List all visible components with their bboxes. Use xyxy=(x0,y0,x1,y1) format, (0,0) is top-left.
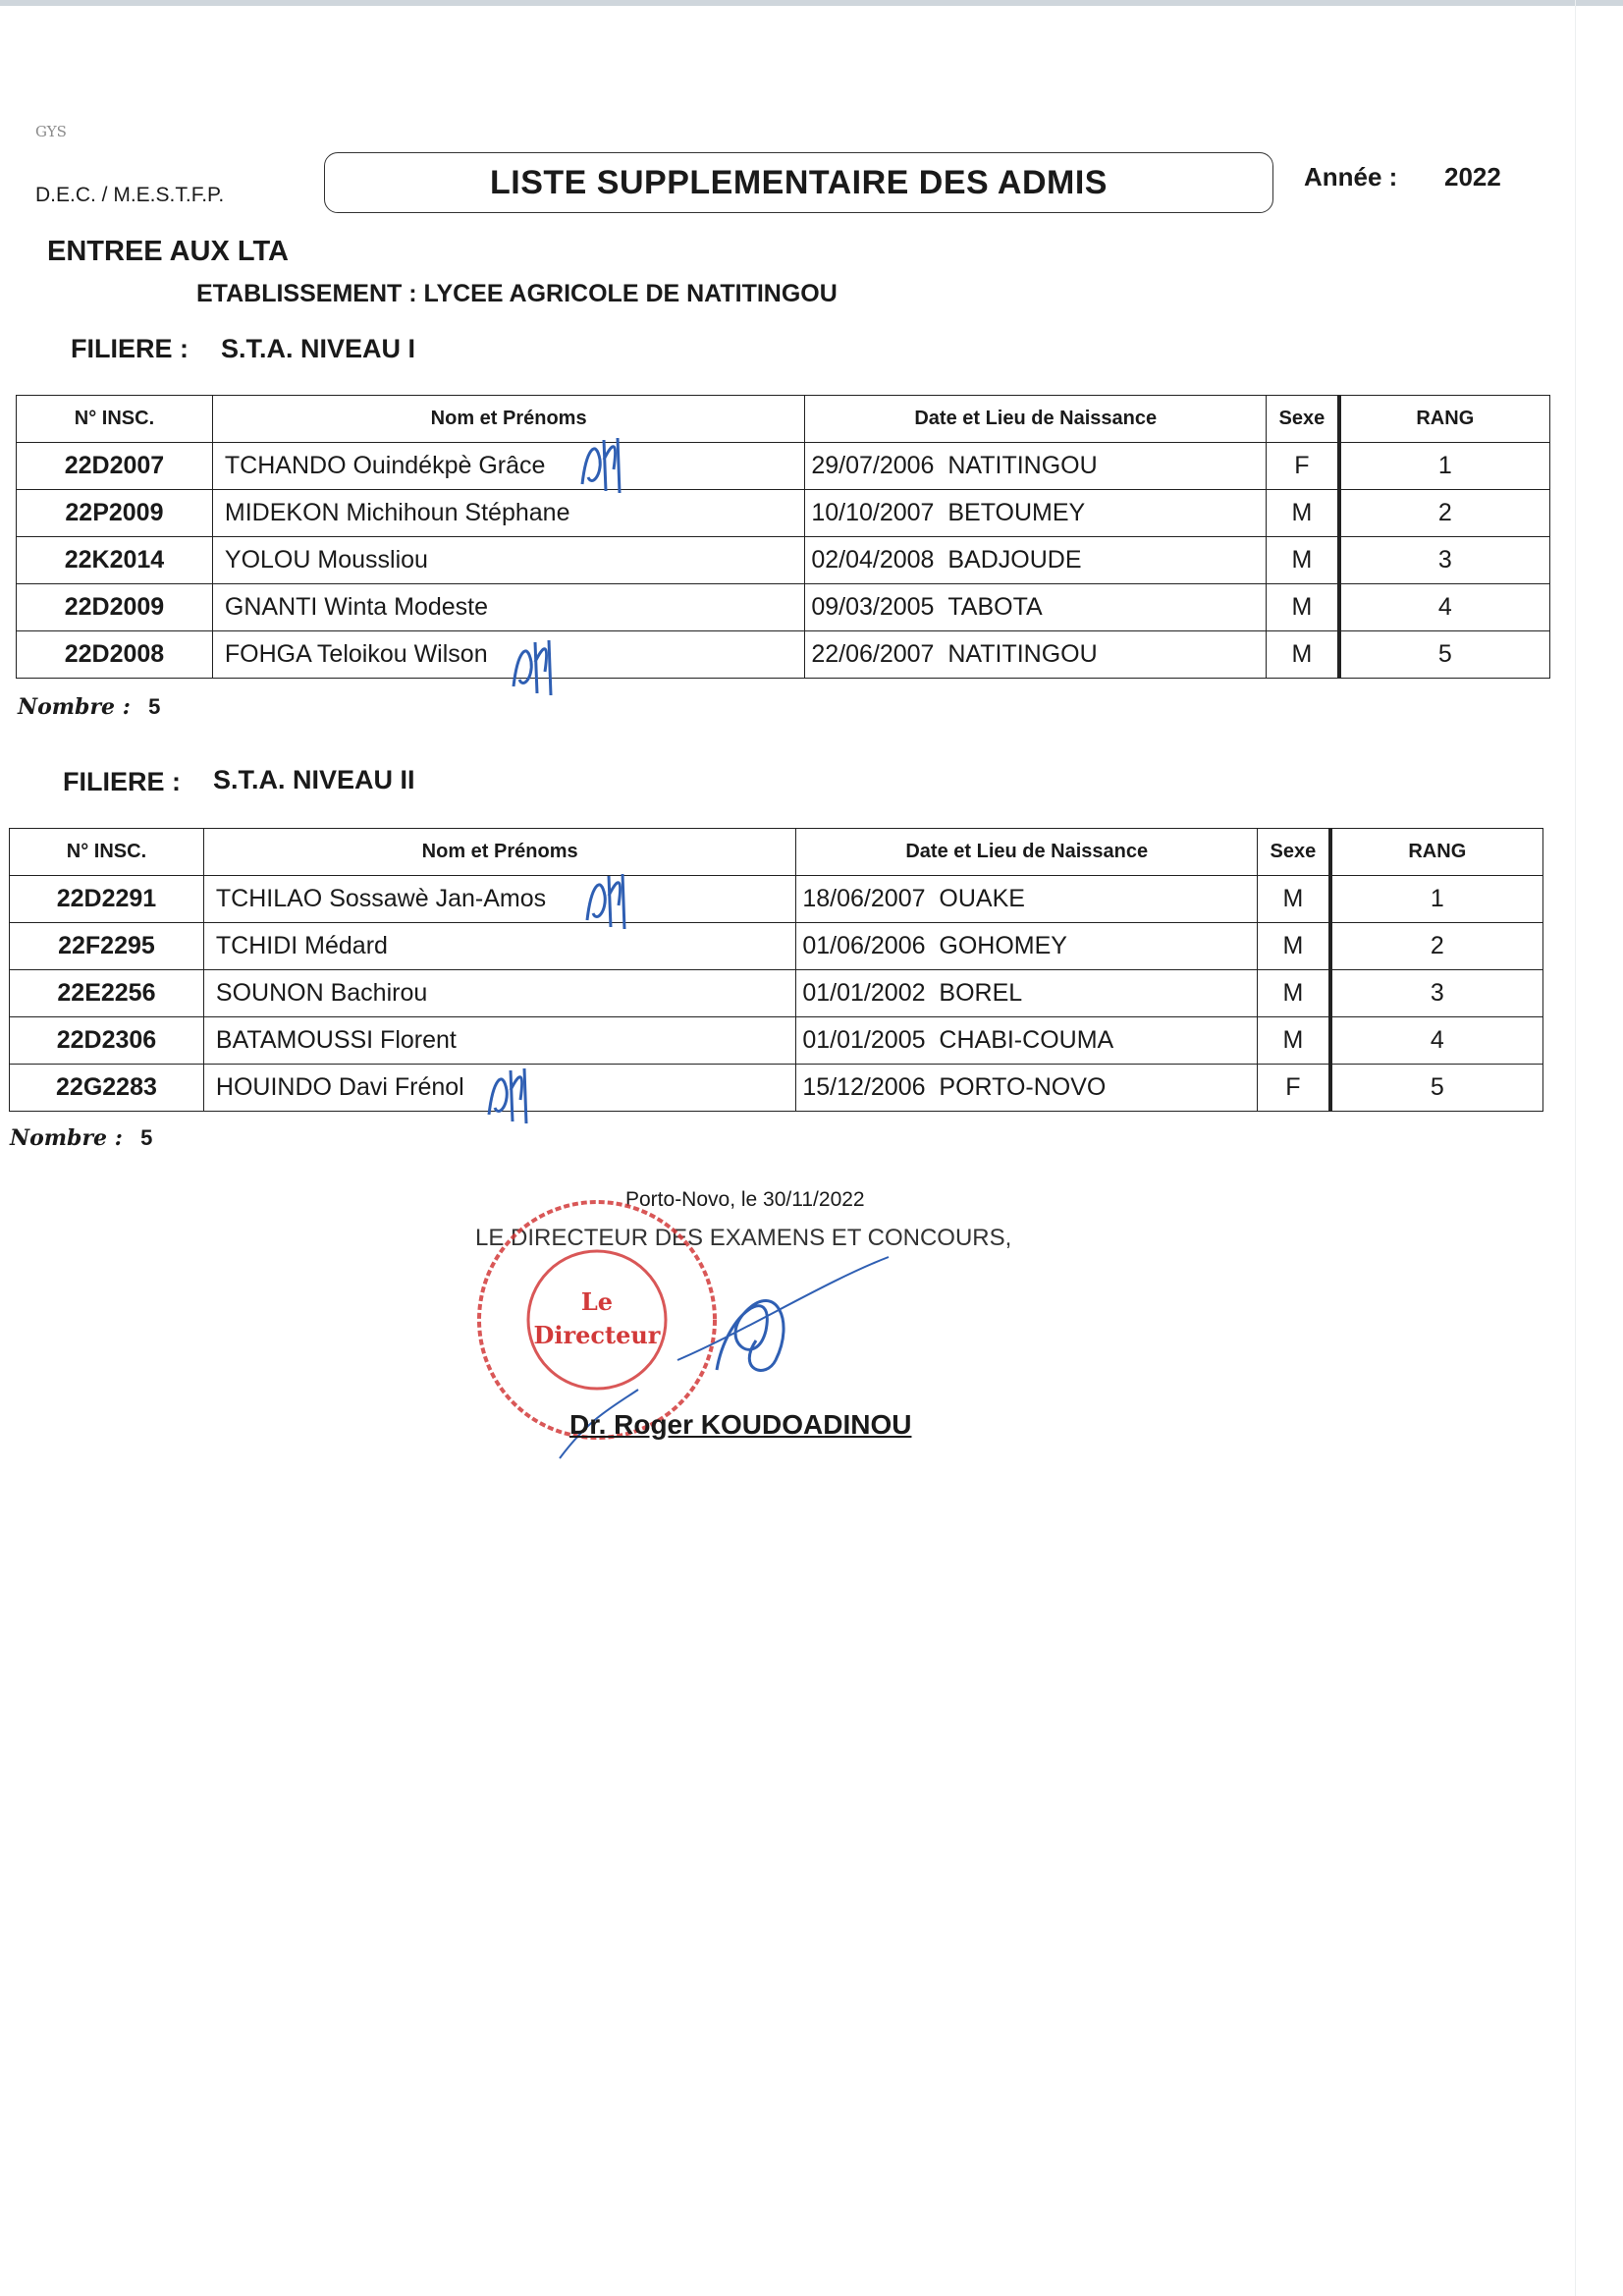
place-date: Porto-Novo, le 30/11/2022 xyxy=(625,1188,865,1211)
col-sexe: Sexe xyxy=(1267,396,1339,443)
insc-cell: 22D2306 xyxy=(10,1017,204,1065)
lieu-text: NATITINGOU xyxy=(947,452,1098,479)
svg-text:Directeur: Directeur xyxy=(533,1321,661,1349)
date-text: 01/01/2002 xyxy=(802,979,926,1007)
lieu-text: CHABI-COUMA xyxy=(939,1026,1114,1054)
table-row xyxy=(10,876,1543,923)
scan-edge xyxy=(0,0,1623,6)
nom-cell: TCHILAO Sossawè Jan-Amos xyxy=(203,876,795,923)
insc-cell: 22D2008 xyxy=(17,631,213,679)
table-row xyxy=(17,631,1550,679)
admis-table-niveau-2 xyxy=(9,828,1543,1112)
table-row xyxy=(17,443,1550,490)
date-text: 29/07/2006 xyxy=(811,452,935,479)
filiere-label-2: FILIERE : xyxy=(63,767,181,796)
lieu-text: TABOTA xyxy=(947,593,1043,621)
admis-table-niveau-1 xyxy=(16,395,1550,679)
insc-cell: 22P2009 xyxy=(17,490,213,537)
table-header-row xyxy=(17,396,1550,443)
col-naissance: Date et Lieu de Naissance xyxy=(805,396,1267,443)
school-name: ETABLISSEMENT : LYCEE AGRICOLE DE NATITINGOU xyxy=(196,280,838,307)
rang-cell: 1 xyxy=(1339,443,1550,490)
naissance-cell xyxy=(805,537,1267,584)
date-text: 22/06/2007 xyxy=(811,640,935,668)
col-sexe: Sexe xyxy=(1258,829,1330,876)
rang-cell: 5 xyxy=(1330,1065,1543,1112)
date-text: 02/04/2008 xyxy=(811,546,935,574)
sexe-cell: M xyxy=(1258,1017,1330,1065)
lieu-text: BETOUMEY xyxy=(947,499,1086,526)
rang-cell: 3 xyxy=(1339,537,1550,584)
naissance-cell xyxy=(805,490,1267,537)
col-rang: RANG xyxy=(1330,829,1543,876)
col-naissance: Date et Lieu de Naissance xyxy=(796,829,1258,876)
lieu-text: BADJOUDE xyxy=(947,546,1082,574)
lieu-text: OUAKE xyxy=(939,885,1025,912)
nombre-1 xyxy=(18,694,160,720)
document-code: GYS xyxy=(35,123,67,140)
lieu-text: NATITINGOU xyxy=(947,640,1098,668)
date-text: 15/12/2006 xyxy=(802,1073,926,1101)
table-row xyxy=(10,1017,1543,1065)
sexe-cell: M xyxy=(1258,970,1330,1017)
initials-mark xyxy=(574,430,633,499)
table-row xyxy=(17,537,1550,584)
naissance-cell xyxy=(796,1017,1258,1065)
initials-mark xyxy=(481,1061,540,1129)
rang-cell: 4 xyxy=(1339,584,1550,631)
rang-cell: 2 xyxy=(1330,923,1543,970)
director-name: Dr. Roger KOUDOADINOU xyxy=(569,1409,912,1440)
nom-cell: BATAMOUSSI Florent xyxy=(203,1017,795,1065)
nombre-value: 5 xyxy=(140,1125,153,1150)
table-row xyxy=(10,923,1543,970)
nombre-label: Nombre : xyxy=(18,694,131,720)
insc-cell: 22K2014 xyxy=(17,537,213,584)
col-insc: N° INSC. xyxy=(10,829,204,876)
initials-mark xyxy=(506,632,565,701)
date-text: 18/06/2007 xyxy=(802,885,926,912)
sexe-cell: M xyxy=(1267,584,1339,631)
sexe-cell: M xyxy=(1258,923,1330,970)
table-row xyxy=(17,584,1550,631)
nombre-2 xyxy=(10,1125,152,1151)
date-text: 01/01/2005 xyxy=(802,1026,926,1054)
col-insc: N° INSC. xyxy=(17,396,213,443)
insc-cell: 22G2283 xyxy=(10,1065,204,1112)
naissance-cell xyxy=(805,443,1267,490)
sexe-cell: F xyxy=(1267,443,1339,490)
rang-cell: 3 xyxy=(1330,970,1543,1017)
naissance-cell xyxy=(805,631,1267,679)
sexe-cell: M xyxy=(1267,490,1339,537)
director-title: LE DIRECTEUR DES EXAMENS ET CONCOURS, xyxy=(475,1225,1012,1251)
year-value: 2022 xyxy=(1444,162,1501,191)
filiere-value-1: S.T.A. NIVEAU I xyxy=(221,334,416,363)
col-nom: Nom et Prénoms xyxy=(212,396,804,443)
nom-cell: GNANTI Winta Modeste xyxy=(212,584,804,631)
naissance-cell xyxy=(805,584,1267,631)
sexe-cell: M xyxy=(1267,537,1339,584)
title-box xyxy=(324,152,1273,213)
initials-mark xyxy=(579,866,638,935)
naissance-cell xyxy=(796,1065,1258,1112)
insc-cell: 22E2256 xyxy=(10,970,204,1017)
date-text: 01/06/2006 xyxy=(802,932,926,959)
nom-cell: MIDEKON Michihoun Stéphane xyxy=(212,490,804,537)
col-rang: RANG xyxy=(1339,396,1550,443)
insc-cell: 22D2007 xyxy=(17,443,213,490)
insc-cell: 22F2295 xyxy=(10,923,204,970)
rang-cell: 1 xyxy=(1330,876,1543,923)
year-label: Année : xyxy=(1304,162,1398,191)
lieu-text: GOHOMEY xyxy=(939,932,1067,959)
insc-cell: 22D2009 xyxy=(17,584,213,631)
exam-subject: ENTREE AUX LTA xyxy=(47,236,289,267)
lieu-text: BOREL xyxy=(939,979,1023,1007)
naissance-cell xyxy=(796,970,1258,1017)
nom-cell: HOUINDO Davi Frénol xyxy=(203,1065,795,1112)
nom-cell: TCHANDO Ouindékpè Grâce xyxy=(212,443,804,490)
nombre-value: 5 xyxy=(148,694,161,719)
naissance-cell xyxy=(796,923,1258,970)
lieu-text: PORTO-NOVO xyxy=(939,1073,1107,1101)
sexe-cell: M xyxy=(1258,876,1330,923)
rang-cell: 5 xyxy=(1339,631,1550,679)
scan-margin xyxy=(1575,0,1576,2296)
table-header-row xyxy=(10,829,1543,876)
nom-cell: SOUNON Bachirou xyxy=(203,970,795,1017)
table-row xyxy=(10,1065,1543,1112)
nombre-label: Nombre : xyxy=(10,1125,123,1151)
nom-cell: YOLOU Moussliou xyxy=(212,537,804,584)
sexe-cell: M xyxy=(1267,631,1339,679)
page-title: LISTE SUPPLEMENTAIRE DES ADMIS xyxy=(490,163,1108,201)
nom-cell: FOHGA Teloikou Wilson xyxy=(212,631,804,679)
table-row xyxy=(10,970,1543,1017)
filiere-value-2: S.T.A. NIVEAU II xyxy=(213,765,415,794)
col-nom: Nom et Prénoms xyxy=(203,829,795,876)
issuer: D.E.C. / M.E.S.T.F.P. xyxy=(35,184,225,206)
filiere-label-1: FILIERE : xyxy=(71,334,189,363)
nom-cell: TCHIDI Médard xyxy=(203,923,795,970)
insc-cell: 22D2291 xyxy=(10,876,204,923)
rang-cell: 4 xyxy=(1330,1017,1543,1065)
date-text: 10/10/2007 xyxy=(811,499,935,526)
date-text: 09/03/2005 xyxy=(811,593,935,621)
rang-cell: 2 xyxy=(1339,490,1550,537)
table-row xyxy=(17,490,1550,537)
sexe-cell: F xyxy=(1258,1065,1330,1112)
stamp-text: Le xyxy=(580,1287,614,1316)
naissance-cell xyxy=(796,876,1258,923)
